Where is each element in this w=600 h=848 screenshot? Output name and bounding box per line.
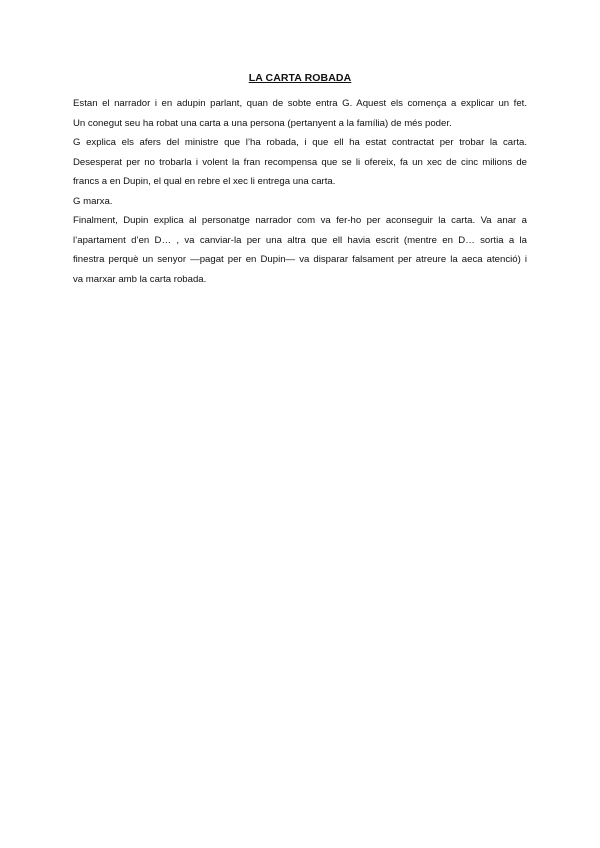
text-line: G explica els afers del ministre que l’ha robada, i que ell ha estat contractat per trobar la carta. <box>73 137 527 148</box>
text-line: Desesperat per no trobarla i volent la fran recompensa que se li ofereix, fa un xec de cinc milions de <box>73 156 527 168</box>
document-title: LA CARTA ROBADA <box>248 72 352 84</box>
paragraph-1 <box>73 94 527 133</box>
text-line: Un conegut seu ha robat una carta a una persona (pertanyent a la família) de més poder. <box>73 117 452 129</box>
paragraph-3 <box>73 192 527 212</box>
text-line: Finalment, Dupin explica al personatge narrador com va fer-ho per aconseguir la carta. Va anar a <box>73 215 527 226</box>
text-line: francs a en Dupin, el qual en rebre el xec li entrega una carta. <box>73 176 336 187</box>
text-line: finestra perquè un senyor —pagat per en Dupin— va disparar falsament per atreure la aeca atenció) i <box>73 254 527 265</box>
text-line: G marxa. <box>73 195 113 207</box>
paragraph-2 <box>73 133 527 192</box>
text-line: Estan el narrador i en adupin parlant, quan de sobte entra G. Aquest els comença a explicar un fet. <box>73 98 527 109</box>
document-body <box>73 94 527 289</box>
text-line: l’apartament d’en D… , va canviar-la per una altra que ell havia escrit (mentre en D… sortia a la <box>73 234 527 246</box>
paragraph-4 <box>73 211 527 289</box>
text-line: va marxar amb la carta robada. <box>73 273 207 285</box>
